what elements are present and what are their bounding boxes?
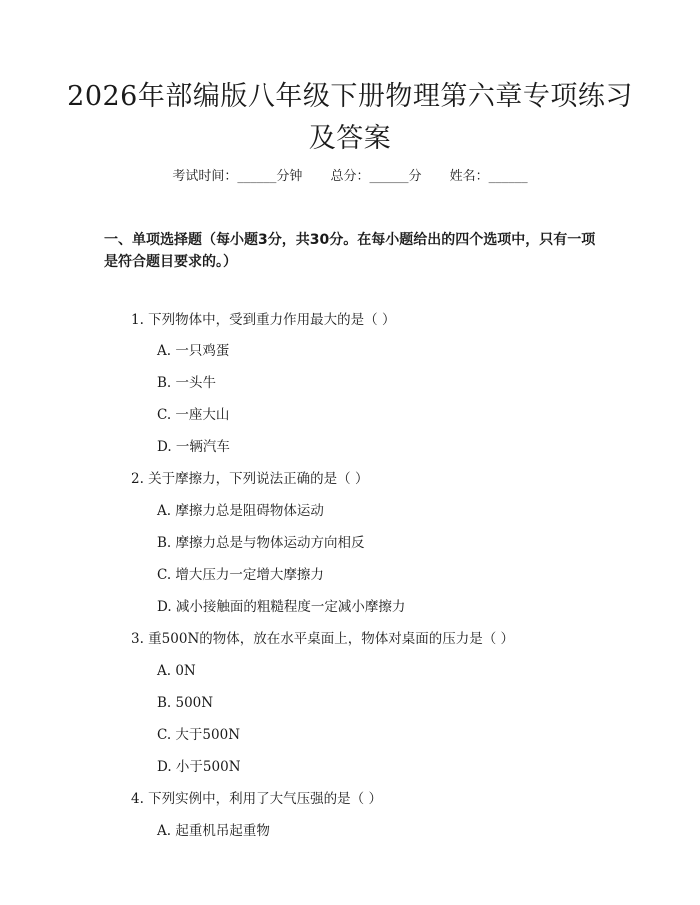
question-option: B. 500N bbox=[157, 695, 214, 711]
question-option: D. 减小接触面的粗糙程度一定减小摩擦力 bbox=[157, 599, 406, 615]
question-stem: 1. 下列物体中，受到重力作用最大的是（ ） bbox=[131, 312, 396, 328]
question-option: A. 摩擦力总是阻碍物体运动 bbox=[157, 503, 324, 519]
question-option: C. 增大压力一定增大摩擦力 bbox=[157, 567, 324, 583]
question-option: A. 0N bbox=[157, 663, 196, 679]
question-stem: 2. 关于摩擦力，下列说法正确的是（ ） bbox=[131, 471, 369, 487]
question-stem: 3. 重500N的物体，放在水平桌面上，物体对桌面的压力是（ ） bbox=[131, 631, 515, 647]
question-option: C. 一座大山 bbox=[157, 407, 230, 423]
student-name-field: 姓名：______ bbox=[449, 169, 528, 184]
question-option: C. 大于500N bbox=[157, 727, 241, 743]
total-score-field: 总分：______分 bbox=[330, 169, 422, 184]
question-option: A. 起重机吊起重物 bbox=[157, 823, 270, 839]
question-option: D. 小于500N bbox=[157, 759, 241, 775]
exam-time-field: 考试时间：______分钟 bbox=[172, 169, 303, 184]
question-option: B. 摩擦力总是与物体运动方向相反 bbox=[157, 535, 365, 551]
question-option: A. 一只鸡蛋 bbox=[157, 343, 230, 359]
page-title: 2026年部编版八年级下册物理第六章专项练习及答案 bbox=[67, 81, 633, 154]
question-stem: 4. 下列实例中，利用了大气压强的是（ ） bbox=[131, 791, 382, 807]
question-option: B. 一头牛 bbox=[157, 375, 217, 391]
question-option: D. 一辆汽车 bbox=[157, 439, 230, 455]
exam-info-line bbox=[0, 168, 700, 186]
section-heading: 一、单项选择题（每小题3分，共30分。在每小题给出的四个选项中，只有一项是符合题目要求的。） bbox=[104, 232, 596, 270]
